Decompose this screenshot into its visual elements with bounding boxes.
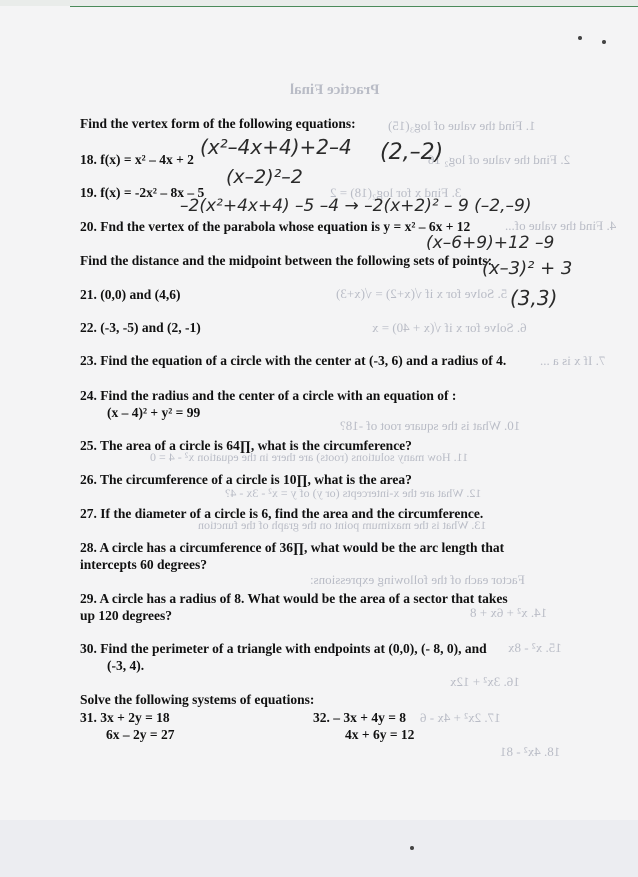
distance-heading: Find the distance and the midpoint between the following sets of points:	[80, 253, 493, 268]
question-32-eq2: 4x + 6y = 12	[345, 727, 415, 742]
ghost-line: 11. How many solutions (roots) are there in the equation x² - 4 = 0	[150, 450, 469, 464]
ghost-line: 5. Solve for x if √(x+2) = √(x+3)	[336, 286, 508, 301]
ghost-line: 16. 3x² + 12x	[450, 674, 520, 689]
handwritten-20-answer: (3,3)	[510, 286, 558, 310]
question-32-eq1: 32. – 3x + 4y = 8	[313, 710, 407, 725]
vertex-heading: Find the vertex form of the following equations:	[80, 116, 356, 131]
ghost-line: 17. 2x² + 4x - 6	[420, 710, 501, 725]
question-29-cont: up 120 degrees?	[80, 608, 173, 623]
ghost-line: 15. x² - 8x	[508, 640, 562, 655]
ghost-line: 14. x² + 6x + 8	[470, 605, 548, 620]
question-24-equation: (x – 4)² + y² = 99	[107, 405, 201, 420]
handwritten-18-answer: (2,–2)	[380, 140, 444, 165]
handwritten-19-work: –2(x²+4x+4) –5 –4 → –2(x+2)² – 9 (–2,–9)	[180, 196, 532, 216]
handwritten-20-step1: (x–6+9)+12 –9	[426, 233, 555, 253]
question-19: 19. f(x) = -2x² – 8x – 5	[80, 185, 205, 200]
scan-speck	[410, 846, 414, 850]
ghost-line: 7. If x is a ...	[540, 353, 606, 368]
ghost-line: 3. Find x for log₂(18) = 2	[330, 185, 462, 200]
question-26: 26. The circumference of a circle is 10∏, what is the area?	[80, 472, 412, 487]
scan-line	[70, 6, 638, 7]
ghost-title: Practice Final	[290, 82, 380, 98]
question-30-cont: (-3, 4).	[107, 658, 145, 673]
question-20: 20. Fnd the vertex of the parabola whose equation is y = x² – 6x + 12	[80, 219, 471, 234]
ghost-line: 13. What is the maximum point on the graph of the function	[198, 518, 487, 532]
handwritten-18-step2: (x–2)²–2	[226, 166, 303, 188]
ghost-line: 2. Find the value of log₂ 16	[428, 152, 571, 167]
ghost-line: 18. 4x² - 81	[500, 744, 561, 759]
question-25: 25. The area of a circle is 64∏, what is the circumference?	[80, 438, 412, 453]
scan-bottom-margin	[0, 820, 638, 877]
question-22: 22. (-3, -5) and (2, -1)	[80, 320, 201, 335]
ghost-line: 6. Solve for x if √(x + 40) = x	[372, 320, 527, 335]
ghost-line: Factor each of the following expressions:	[310, 572, 525, 587]
scan-speck	[578, 36, 582, 40]
question-29: 29. A circle has a radius of 8. What would be the area of a sector that takes	[80, 591, 508, 606]
question-21: 21. (0,0) and (4,6)	[80, 287, 181, 302]
question-28: 28. A circle has a circumference of 36∏, what would be the arc length that	[80, 540, 505, 555]
question-31-eq2: 6x – 2y = 27	[106, 727, 175, 742]
handwritten-18-step1: (x²–4x+4)+2–4	[200, 135, 352, 159]
question-31-eq1: 31. 3x + 2y = 18	[80, 710, 170, 725]
question-18: 18. f(x) = x² – 4x + 2	[80, 152, 194, 167]
systems-heading: Solve the following systems of equations:	[80, 692, 315, 707]
ghost-line: 10. What is the square root of -18?	[340, 418, 521, 433]
ghost-line: 12. What are the x-intercepts (or y) of y = x² - 3x - 4?	[225, 486, 482, 500]
handwritten-20-step2: (x–3)² + 3	[482, 258, 573, 279]
question-30: 30. Find the perimeter of a triangle with endpoints at (0,0), (- 8, 0), and	[80, 641, 487, 656]
question-28-cont: intercepts 60 degrees?	[80, 557, 207, 572]
ghost-line: 1. Find the value of log₃(15)	[388, 118, 536, 133]
question-24: 24. Find the radius and the center of a circle with an equation of :	[80, 388, 457, 403]
question-27: 27. If the diameter of a circle is 6, find the area and the circumference.	[80, 506, 484, 521]
scan-speck	[602, 40, 606, 44]
ghost-line: 4. Find the value of...	[505, 218, 617, 233]
question-23: 23. Find the equation of a circle with the center at (-3, 6) and a radius of 4.	[80, 353, 507, 368]
